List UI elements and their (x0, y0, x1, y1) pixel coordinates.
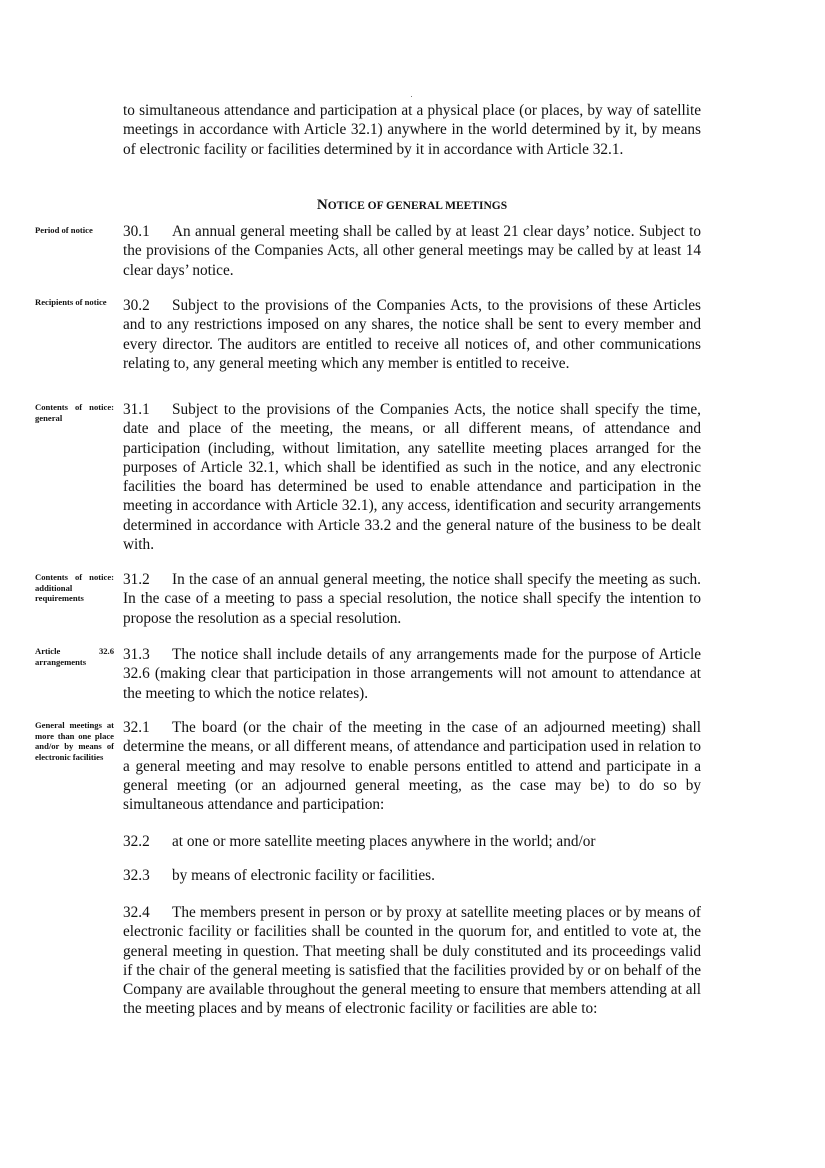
margin-note: Recipients of notice (35, 297, 107, 307)
clause-text: The notice shall include details of any arrangements made for the purpose of Article 32.6 (making clear that participation in those arrangements will not amount to attendance at the meeting to which the notice relates). (123, 646, 701, 702)
clause-32-1 (123, 718, 701, 814)
clause-31-3 (123, 645, 701, 703)
clause-number: 30.2 (123, 297, 150, 314)
clause-number: 30.1 (123, 223, 150, 240)
clause-number: 31.2 (123, 571, 150, 588)
margin-note: Contents of notice: general (35, 402, 114, 423)
clause-number: 31.1 (123, 401, 150, 418)
clause-number: 31.3 (123, 646, 150, 663)
clause-32-2 (123, 832, 701, 851)
stray-mark (411, 96, 412, 97)
section-heading: NOTICE OF GENERAL MEETINGS (316, 197, 508, 213)
margin-note: Period of notice (35, 225, 93, 235)
clause-30-2 (123, 296, 701, 373)
clause-number: 32.2 (123, 833, 150, 850)
clause-number: 32.1 (123, 719, 150, 736)
clause-text: Subject to the provisions of the Companies Acts, to the provisions of these Articles and to any restrictions imposed on any shares, the notice shall be sent to every member and every director. The auditors are entitled to receive all notices of, and other communications relating to, any general meeting which any member is entitled to receive. (123, 297, 701, 372)
clause-31-1 (123, 400, 701, 554)
clause-text: Subject to the provisions of the Companies Acts, the notice shall specify the time, date and place of the meeting, the means, or all different means, of attendance and participation (including, without limitation, any satellite meeting places arranged for the purposes of Article 32.1, which shall be identified as such in the notice, and any electronic facilities the board has determined be used to enable attendance and participation in the meeting in accordance with Article 32.1), any access, identification and security arrangements determined in accordance with Article 33.2 and the general nature of the business to be dealt with. (123, 401, 701, 554)
clause-32-4 (123, 903, 701, 1019)
clause-text: The members present in person or by proxy at satellite meeting places or by means of electronic facility or facilities shall be counted in the quorum for, and entitled to vote at, the general meeting in question. That meeting shall be duly constituted and its proceedings valid if the chair of the general meeting is satisfied that the facilities provided by or on behalf of the Company are available throughout the general meeting to ensure that members attending at all the meeting places and by means of electronic facility or facilities are able to: (123, 904, 701, 1018)
margin-note: Contents of notice: additional requirements (35, 572, 114, 604)
clause-text: by means of electronic facility or facilities. (172, 867, 435, 884)
margin-note: General meetings at more than one place and/or by means of electronic facilities (35, 720, 114, 762)
clause-text: In the case of an annual general meeting, the notice shall specify the meeting as such. In the case of a meeting to pass a special resolution, the notice shall specify the intention to propose the resolution as a special resolution. (123, 571, 701, 627)
clause-text: The board (or the chair of the meeting in the case of an adjourned meeting) shall determine the means, or all different means, of attendance and participation used in relation to a general meeting and may resolve to enable persons entitled to attend and participate in a general meeting (or an adjourned general meeting, as the case may be) to do so by simultaneous attendance and participation: (123, 719, 701, 814)
clause-number: 32.3 (123, 867, 150, 884)
intro-paragraph: to simultaneous attendance and participation at a physical place (or places, by way of satellite meetings in accordance with Article 32.1) anywhere in the world determined by it, by means of electronic facility or facilities determined by it in accordance with Article 32.1. (123, 102, 701, 158)
clause-number: 32.4 (123, 904, 150, 921)
clause-32-3 (123, 866, 701, 885)
clause-text: An annual general meeting shall be called by at least 21 clear days’ notice. Subject to the provisions of the Companies Acts, all other general meetings may be called by at least 14 clear days’ notice. (123, 223, 701, 279)
clause-text: at one or more satellite meeting places anywhere in the world; and/or (172, 833, 596, 850)
clause-30-1 (123, 222, 701, 280)
clause-31-2 (123, 570, 701, 628)
margin-note: Article 32.6 arrangements (35, 646, 114, 667)
